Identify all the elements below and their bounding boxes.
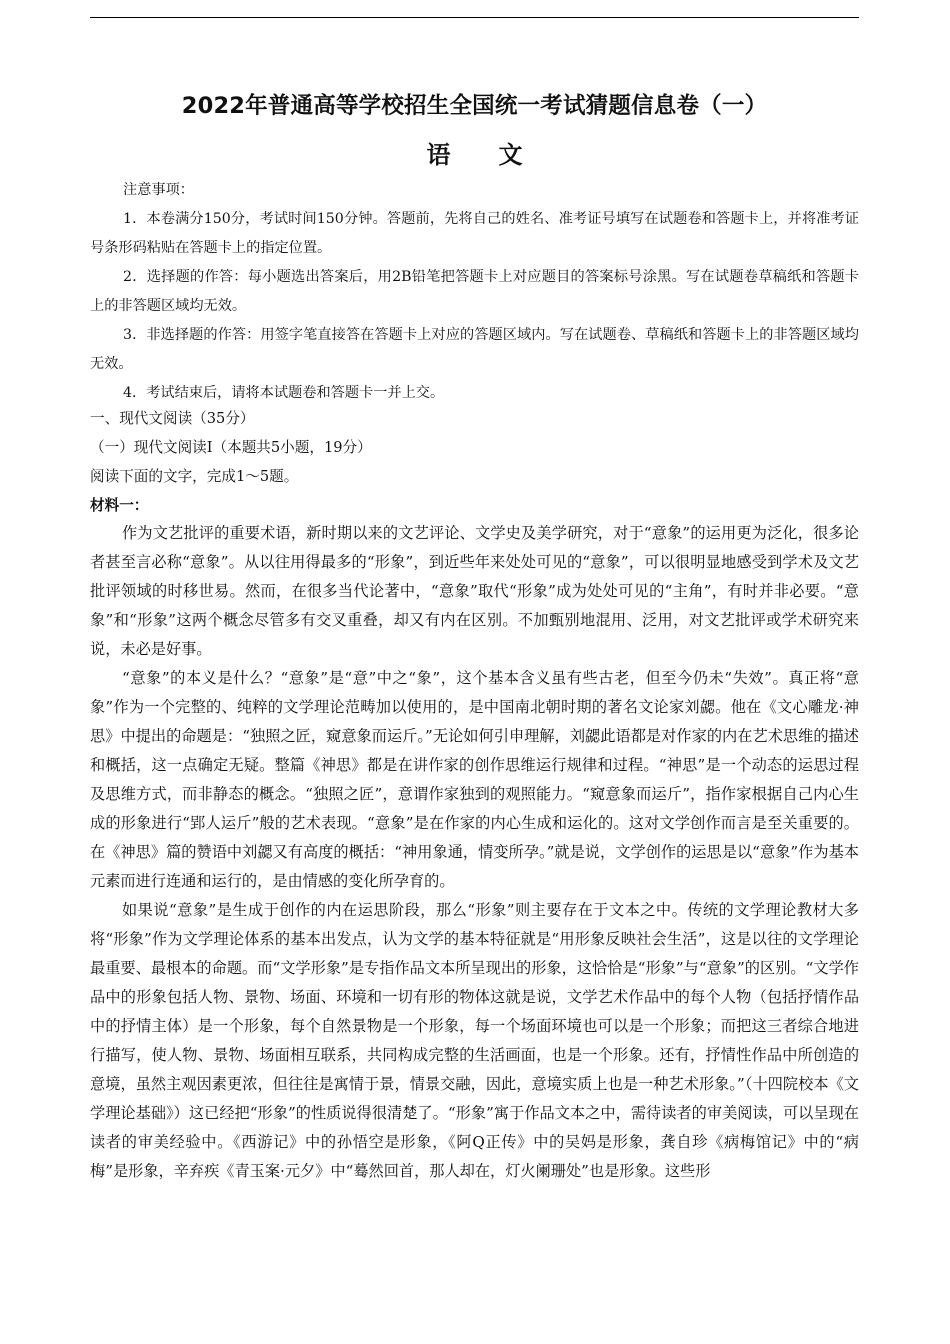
- material-label: 材料一：: [90, 497, 149, 514]
- section-heading: [90, 404, 859, 520]
- part-heading: 一、现代文阅读（35分）: [90, 410, 255, 427]
- notes-heading: 注意事项：: [123, 182, 194, 198]
- passage-paragraph: 如果说“意象”是生成于创作的内在运思阶段，那么“形象”则主要存在于文本之中。传统的文学理论教材大多将“形象”作为文学理论体系的基本出发点，认为文学的基本特征就是“用形象反映社会生活”，这是以往的文学理论最重要、最根本的命题。而“文学形象”是专指作品文本所呈现出的形象，这恰恰是“形象”与“意象”的区别。“文学作品中的形象包括人物、景物、场面、环境和一切有形的物体这就是说，文学艺术作品中的每个人物（包括抒情作品中的抒情主体）是一个形象，每个自然景物是一个形象，每一个场面环境也可以是一个形象；而把这三者综合地进行描写，使人物、景物、场面相互联系，共同构成完整的生活画面，也是一个形象。还有，抒情性作品中所创造的意境，虽然主观因素更浓，但往往是寓情于景，情景交融，因此，意境实质上也是一种艺术形象。”（十四院校本《文学理论基础》）这已经把“形象”的性质说得很清楚了。“形象”寓于作品文本之中，需待读者的审美阅读，可以呈现在读者的审美经验中。《西游记》中的孙悟空是形象，《阿Q正传》中的吴妈是形象，龚自珍《病梅馆记》中的“病梅”是形象，辛弃疾《青玉案·元夕》中“蓦然回首，那人却在，灯火阑珊处”也是形象。这些形: [90, 901, 859, 1180]
- passage-paragraph: “意象”的本义是什么？“意象”是“意”中之“象”，这个基本含义虽有些古老，但至今仍未“失效”。真正将“意象”作为一个完整的、纯粹的文学理论范畴加以使用的，是中国南北朝时期的著名文论家刘勰。他在《文心雕龙·神思》中提出的命题是：“独照之匠，窥意象而运斤。”无论如何引申理解，刘勰此语都是对作家的内在艺术思维的描述和概括，这一点确定无疑。整篇《神思》都是在讲作家的创作思维运行规律和过程。“神思”是一个动态的运思过程及思维方式，而非静态的概念。“独照之匠”，意谓作家独到的观照能力。“窥意象而运斤”，指作家根据自己内心生成的形象进行“郢人运斤”般的艺术表现。“意象”是在作家的内心生成和运化的。这对文学创作而言是至关重要的。在《神思》篇的赞语中刘勰又有高度的概括：“神用象通，情变所孕。”就是说，文学创作的运思是以“意象”作为基本元素而进行连通和运行的，是由情感的变化所孕育的。: [90, 669, 859, 890]
- note-item: 1．本卷满分150分，考试时间150分钟。答题前，先将自己的姓名、准考证号填写在试题卷和答题卡上，并将准考证号条形码粘贴在答题卡上的指定位置。: [90, 211, 859, 256]
- passage-paragraph: 作为文艺批评的重要术语，新时期以来的文艺评论、文学史及美学研究，对于“意象”的运用更为泛化，很多论者甚至言必称“意象”。从以往用得最多的“形象”，到近些年来处处可见的“意象”，可以很明显地感受到学术及文艺批评领域的时移世易。然而，在很多当代论著中，“意象”取代“形象”成为处处可见的“主角”，有时并非必要。“意象”和“形象”这两个概念尽管多有交叉重叠，却又有内在区别。不加甄别地混用、泛用，对文艺批评或学术研究来说，未必是好事。: [90, 524, 859, 658]
- reading-passage: [90, 519, 859, 1186]
- subject-title: 语文: [426, 141, 571, 169]
- exam-title: 2022年普通高等学校招生全国统一考试猜题信息卷（一）: [181, 93, 768, 119]
- note-item: 4．考试结束后，请将本试题卷和答题卡一并上交。: [123, 385, 445, 401]
- note-item: 2．选择题的作答：每小题选出答案后，用2B铅笔把答题卡上对应题目的答案标号涂黑。写在试题卷草稿纸和答题卡上的非答题区域均无效。: [90, 269, 859, 314]
- header-rule: [90, 17, 859, 18]
- exam-notes: [90, 176, 859, 408]
- instruction: 阅读下面的文字，完成1～5题。: [90, 468, 299, 485]
- note-item: 3．非选择题的作答：用签字笔直接答在答题卡上对应的答题区域内。写在试题卷、草稿纸和答题卡上的非答题区域均无效。: [90, 327, 859, 372]
- sub-heading: （一）现代文阅读Ⅰ（本题共5小题，19分）: [90, 439, 372, 456]
